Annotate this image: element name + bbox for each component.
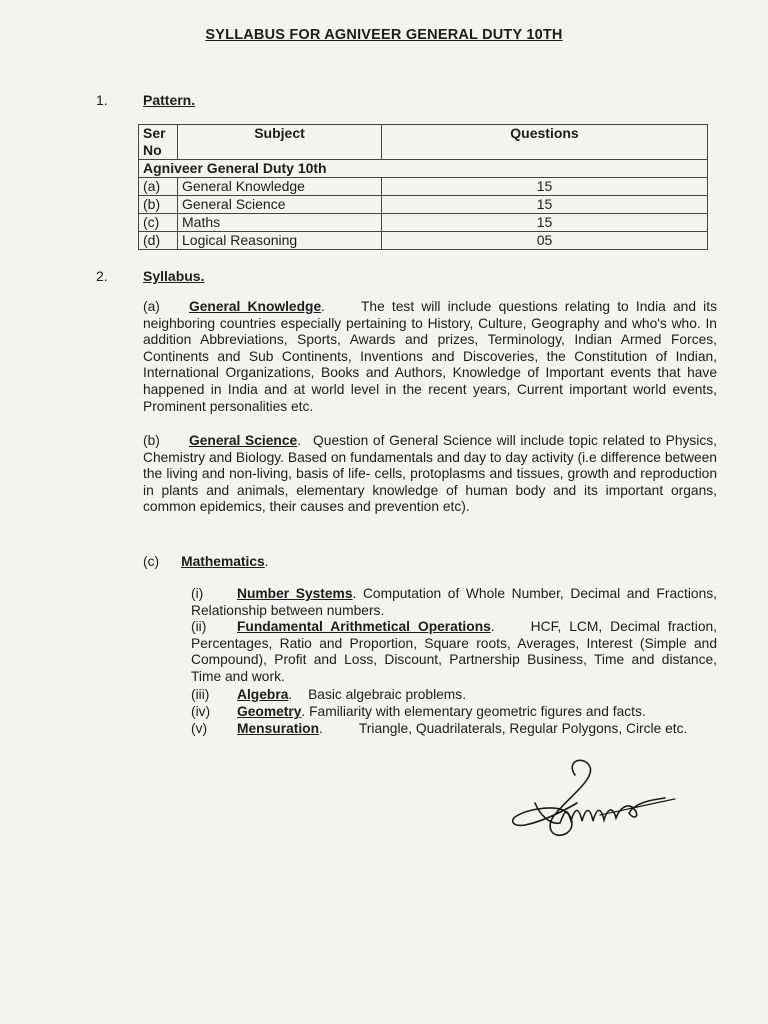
- row-ser: (c): [139, 214, 178, 232]
- row-subject: Maths: [178, 214, 382, 232]
- row-questions: 05: [382, 232, 708, 250]
- table-header-row: [139, 125, 708, 160]
- table-row: [139, 232, 708, 250]
- header-subject: Subject: [178, 125, 382, 160]
- pattern-table: [138, 124, 708, 250]
- maths-item-num: (iii): [191, 687, 210, 702]
- header-ser-no: Ser No: [139, 125, 178, 160]
- maths-heading-line: (c) Mathematics.: [143, 554, 269, 569]
- row-subject: General Knowledge: [178, 178, 382, 196]
- maths-item-num: (ii): [191, 619, 207, 634]
- group-label: Agniveer General Duty 10th: [139, 160, 708, 178]
- section-1-number: 1.: [96, 92, 108, 108]
- row-questions: 15: [382, 214, 708, 232]
- maths-item: (i) Number Systems. Computation of Whole Number, Decimal and Fractions, Relationship between numbers.: [191, 586, 717, 618]
- maths-item-text: Computation of Whole Number, Decimal and Fractions, Relationship between numbers.: [191, 586, 717, 618]
- maths-item: (ii) Fundamental Arithmetical Operations. HCF, LCM, Decimal fraction, Percentages, Ratio and Proportion, Square roots, Averages, Interest (Simple and Compound), Profit and Loss, Discount, Partnership Business, Time and distance, Time and work.: [191, 619, 717, 684]
- row-subject: Logical Reasoning: [178, 232, 382, 250]
- maths-item-heading: Fundamental Arithmetical Operations: [237, 619, 491, 634]
- section-2-number: 2.: [96, 268, 108, 284]
- row-ser: (d): [139, 232, 178, 250]
- maths-item-text: Basic algebraic problems.: [308, 687, 467, 702]
- table-row: [139, 214, 708, 232]
- gk-text: The test will include questions relating to India and its neighboring countries especially pertaining to History, Culture, Geography and who's who. In addition Abbreviations, Sports, Awards and prizes, Terminology, Indian Armed Forces, Continents and Sub Continents, Inventions and Discoveries, the Constitution of Indian, International Organizations, Books and Authors, Knowledge of Important events that have happened in India and at world level in the recent years, Current important world events, Prominent personalities etc.: [143, 299, 717, 414]
- gs-paragraph: (b) General Science. Question of General Science will include topic related to Physics, Chemistry and Biology. Based on fundamentals and day to day activity (i.e difference between the living and non-living, basis of life- cells, protoplasms and tissues, growth and reproduction in plants and animals, elementary knowledge of human body and its important organs, common epidemics, their causes and prevention etc).: [143, 433, 717, 515]
- maths-item-text: Familiarity with elementary geometric figures and facts.: [309, 704, 646, 719]
- row-ser: (a): [139, 178, 178, 196]
- row-ser: (b): [139, 196, 178, 214]
- signature: [505, 755, 680, 845]
- maths-label: (c): [143, 554, 160, 569]
- header-questions: Questions: [382, 125, 708, 160]
- maths-item: (v) Mensuration. Triangle, Quadrilaterals, Regular Polygons, Circle etc.: [191, 721, 688, 736]
- section-1-heading: Pattern.: [143, 92, 196, 108]
- maths-item-heading: Geometry: [237, 704, 302, 719]
- gk-heading: General Knowledge: [189, 299, 322, 314]
- maths-item-heading: Algebra: [237, 687, 289, 702]
- maths-item-text: Triangle, Quadrilaterals, Regular Polygons, Circle etc.: [358, 721, 688, 736]
- gs-text: Question of General Science will include topic related to Physics, Chemistry and Biology. Based on fundamentals and day to day activity (i.e difference between the living and non-living, basis of life- cells, protoplasms and tissues, growth and reproduction in plants and animals, elementary knowledge of human body and its important organs, common epidemics, their causes and prevention etc).: [143, 433, 717, 515]
- maths-item-num: (i): [191, 586, 204, 601]
- maths-item-heading: Number Systems: [237, 586, 353, 601]
- maths-item-text: HCF, LCM, Decimal fraction, Percentages, Ratio and Proportion, Square roots, Averages, Interest (Simple and Compound), Profit and Loss, Discount, Partnership Business, Time and distance, Time and work.: [191, 619, 717, 684]
- maths-item-num: (v): [191, 721, 208, 736]
- section-2-heading: Syllabus.: [143, 268, 205, 284]
- gk-paragraph: (a) General Knowledge. The test will include questions relating to India and its neighboring countries especially pertaining to History, Culture, Geography and who's who. In addition Abbreviations, Sports, Awards and prizes, Terminology, Indian Armed Forces, Continents and Sub Continents, Inventions and Discoveries, the Constitution of Indian, International Organizations, Books and Authors, Knowledge of Important events that have happened in India and at world level in the recent years, Current important world events, Prominent personalities etc.: [143, 299, 717, 414]
- row-subject: General Science: [178, 196, 382, 214]
- table-group-row: [139, 160, 708, 178]
- maths-item: (iv) Geometry. Familiarity with elementary geometric figures and facts.: [191, 704, 646, 719]
- row-questions: 15: [382, 196, 708, 214]
- row-questions: 15: [382, 178, 708, 196]
- maths-heading: Mathematics: [181, 554, 265, 569]
- table-row: [139, 178, 708, 196]
- maths-item-num: (iv): [191, 704, 211, 719]
- table-row: [139, 196, 708, 214]
- maths-item: (iii) Algebra. Basic algebraic problems.: [191, 687, 467, 702]
- maths-item-heading: Mensuration: [237, 721, 320, 736]
- gs-heading: General Science: [189, 433, 298, 448]
- gs-label: (b): [143, 433, 160, 448]
- document-title: SYLLABUS FOR AGNIVEER GENERAL DUTY 10TH: [205, 27, 563, 43]
- gk-label: (a): [143, 299, 160, 314]
